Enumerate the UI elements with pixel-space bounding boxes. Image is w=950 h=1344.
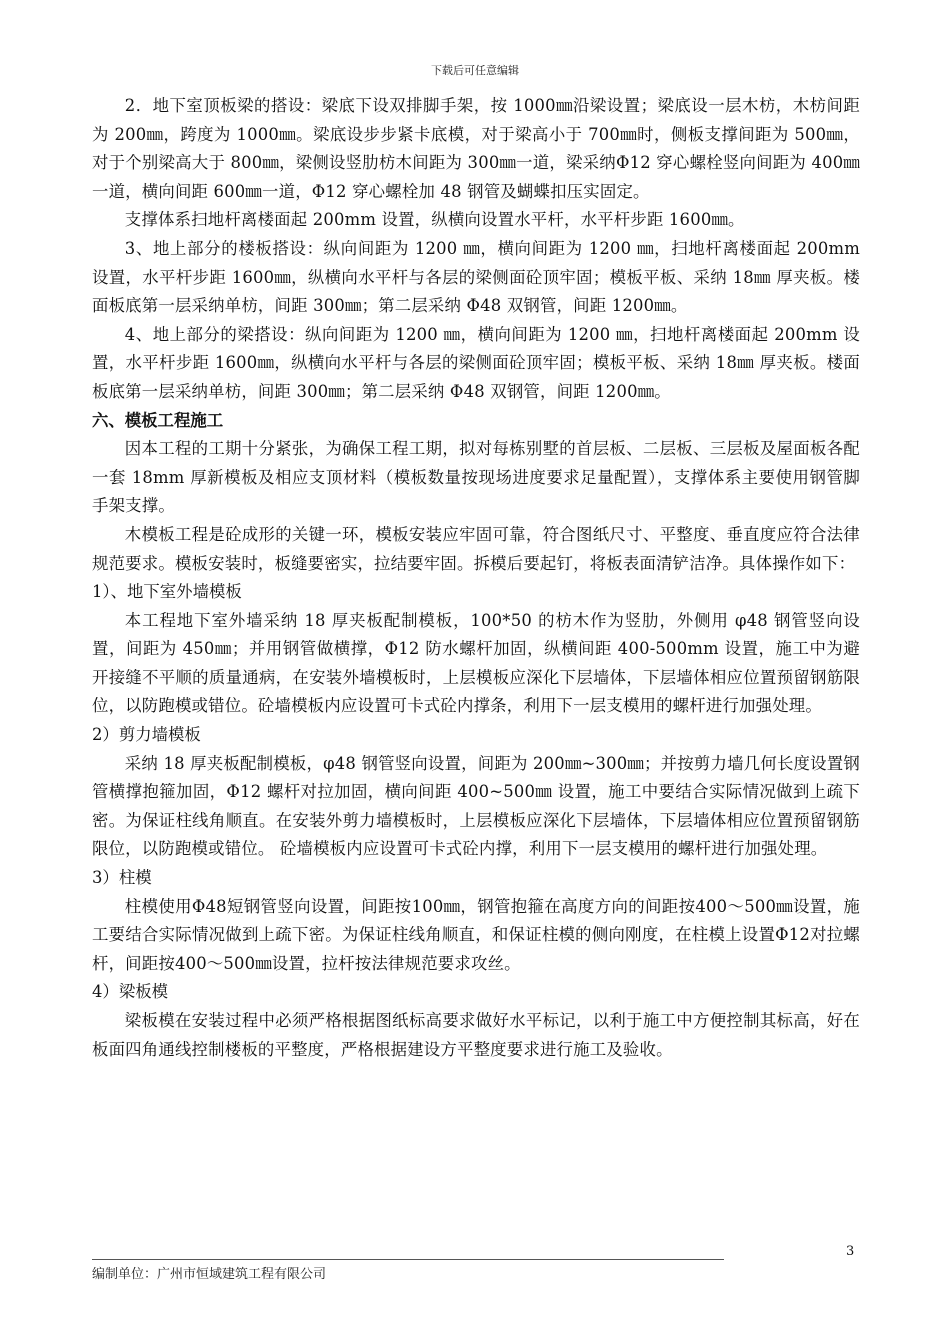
paragraph-column: 柱模使用Φ48短钢管竖向设置，间距按100㎜，钢管抱箍在高度方向的间距按400～500㎜设置，施工要结合实际情况做到上疏下密。为保证柱线角顺直，和保证柱模的侧向刚度，在柱模上设置Φ12对拉螺杆，间距按400～500㎜设置，拉杆按法律规范要求攻丝。 xyxy=(92,896,860,973)
paragraph-above-ground-slab: 3、地上部分的楼板搭设：纵向间距为 1200 ㎜，横向间距为 1200 ㎜，扫地杆离楼面起 200mm 设置，水平杆步距 1600㎜，纵横向水平杆与各层的梁侧面砼顶牢固；模板平板、采纳 18㎜ 厚夹板。楼面板底第一层采纳单枋，间距 300㎜；第二层采纳 Φ48 双钢管，间距 1200㎜。 xyxy=(92,238,860,316)
paragraph-shear-wall: 采纳 18 厚夹板配制模板，φ48 钢管竖向设置，间距为 200㎜~300㎜；并按剪力墙几何长度设置钢管横撑抱箍加固，Φ12 螺杆对拉加固，横向间距 400~500㎜ 设置，施工中要结合实际情况做到上疏下密。为保证柱线角顺直。在安装外剪力墙模板时，上层模板应深化下层墙体，下层墙体相应位置预留钢筋限位，以防跑模或错位。 砼墙模板内应设置可卡式砼内撑，利用下一层支模用的螺杆进行加强处理。 xyxy=(92,753,860,859)
paragraph-schedule: 因本工程的工期十分紧张，为确保工程工期，拟对每栋别墅的首层板、二层板、三层板及屋面板各配一套 18mm 厚新模板及相应支顶材料（模板数量按现场进度要求足量配置），支撑体系主要使用钢管脚手架支撑。 xyxy=(92,439,860,516)
paragraph-beam-slab: 梁板模在安装过程中必须严格根据图纸标高要求做好水平标记，以利于施工中方便控制其标高，好在板面四角通线控制楼板的平整度，严格根据建设方平整度要求进行施工及验收。 xyxy=(92,1011,860,1059)
paragraph-basement-wall: 本工程地下室外墙采纳 18 厚夹板配制模板，100*50 的枋木作为竖肋，外侧用 φ48 钢管竖向设置，间距为 450㎜；并用钢管做横撑，Φ12 防水螺杆加固，纵横间距 400-500mm 设置，施工中为避开接缝不平顺的质量通病，在安装外墙模板时，上层模板应深化下层墙体，下层墙体相应位置预留钢筋限位，以防跑模或错位。砼墙模板内应设置可卡式砼内撑条，利用下一层支模用的螺杆进行加强处理。 xyxy=(92,610,860,716)
subheading-basement-wall: 1）、地下室外墙模板 xyxy=(92,582,242,602)
section-heading: 六、模板工程施工 xyxy=(92,410,224,430)
paragraph-formwork-key: 木模板工程是砼成形的关键一环，模板安装应牢固可靠，符合图纸尺寸、平整度、垂直度应符合法律规范要求。模板安装时，板缝要密实，拉结要牢固。拆模后要起钉，将板表面清铲洁净。具体操作如下： xyxy=(92,524,860,573)
page-number: 3 xyxy=(846,1244,855,1259)
subheading-beam-slab: 4）梁板模 xyxy=(92,982,168,1002)
footer-company: 编制单位：广州市恒域建筑工程有限公司 xyxy=(92,1267,327,1282)
document-body xyxy=(92,92,860,1064)
page-header: 下载后可任意编辑 xyxy=(431,64,519,77)
subheading-column: 3）柱模 xyxy=(92,868,152,888)
footer-divider xyxy=(92,1259,724,1260)
paragraph-above-ground-beam: 4、地上部分的梁搭设：纵向间距为 1200 ㎜，横向间距为 1200 ㎜，扫地杆离楼面起 200mm 设置，水平杆步距 1600㎜，纵横向水平杆与各层的梁侧面砼顶牢固；模板平板、采纳 18㎜ 厚夹板。楼面板底第一层采纳单枋，间距 300㎜；第二层采纳 Φ48 双钢管，间距 1200㎜。 xyxy=(92,324,860,401)
paragraph-support-system: 支撑体系扫地杆离楼面起 200mm 设置，纵横向设置水平杆，水平杆步距 1600㎜。 xyxy=(124,210,745,230)
paragraph-basement-beam: 2．地下室顶板梁的搭设：梁底下设双排脚手架，按 1000㎜沿梁设置；梁底设一层木枋，木枋间距为 200㎜，跨度为 1000㎜。梁底设步步紧卡底模，对于梁高小于 700㎜时，侧板支撑间距为 500㎜，对于个别梁高大于 800㎜，梁侧设竖肋枋木间距为 300㎜一道，梁采纳Φ12 穿心螺栓竖向间距为 400㎜一道，横向间距 600㎜一道，Φ12 穿心螺栓加 48 钢管及蝴蝶扣压实固定。 xyxy=(92,96,860,201)
subheading-shear-wall: 2）剪力墙模板 xyxy=(92,725,201,745)
